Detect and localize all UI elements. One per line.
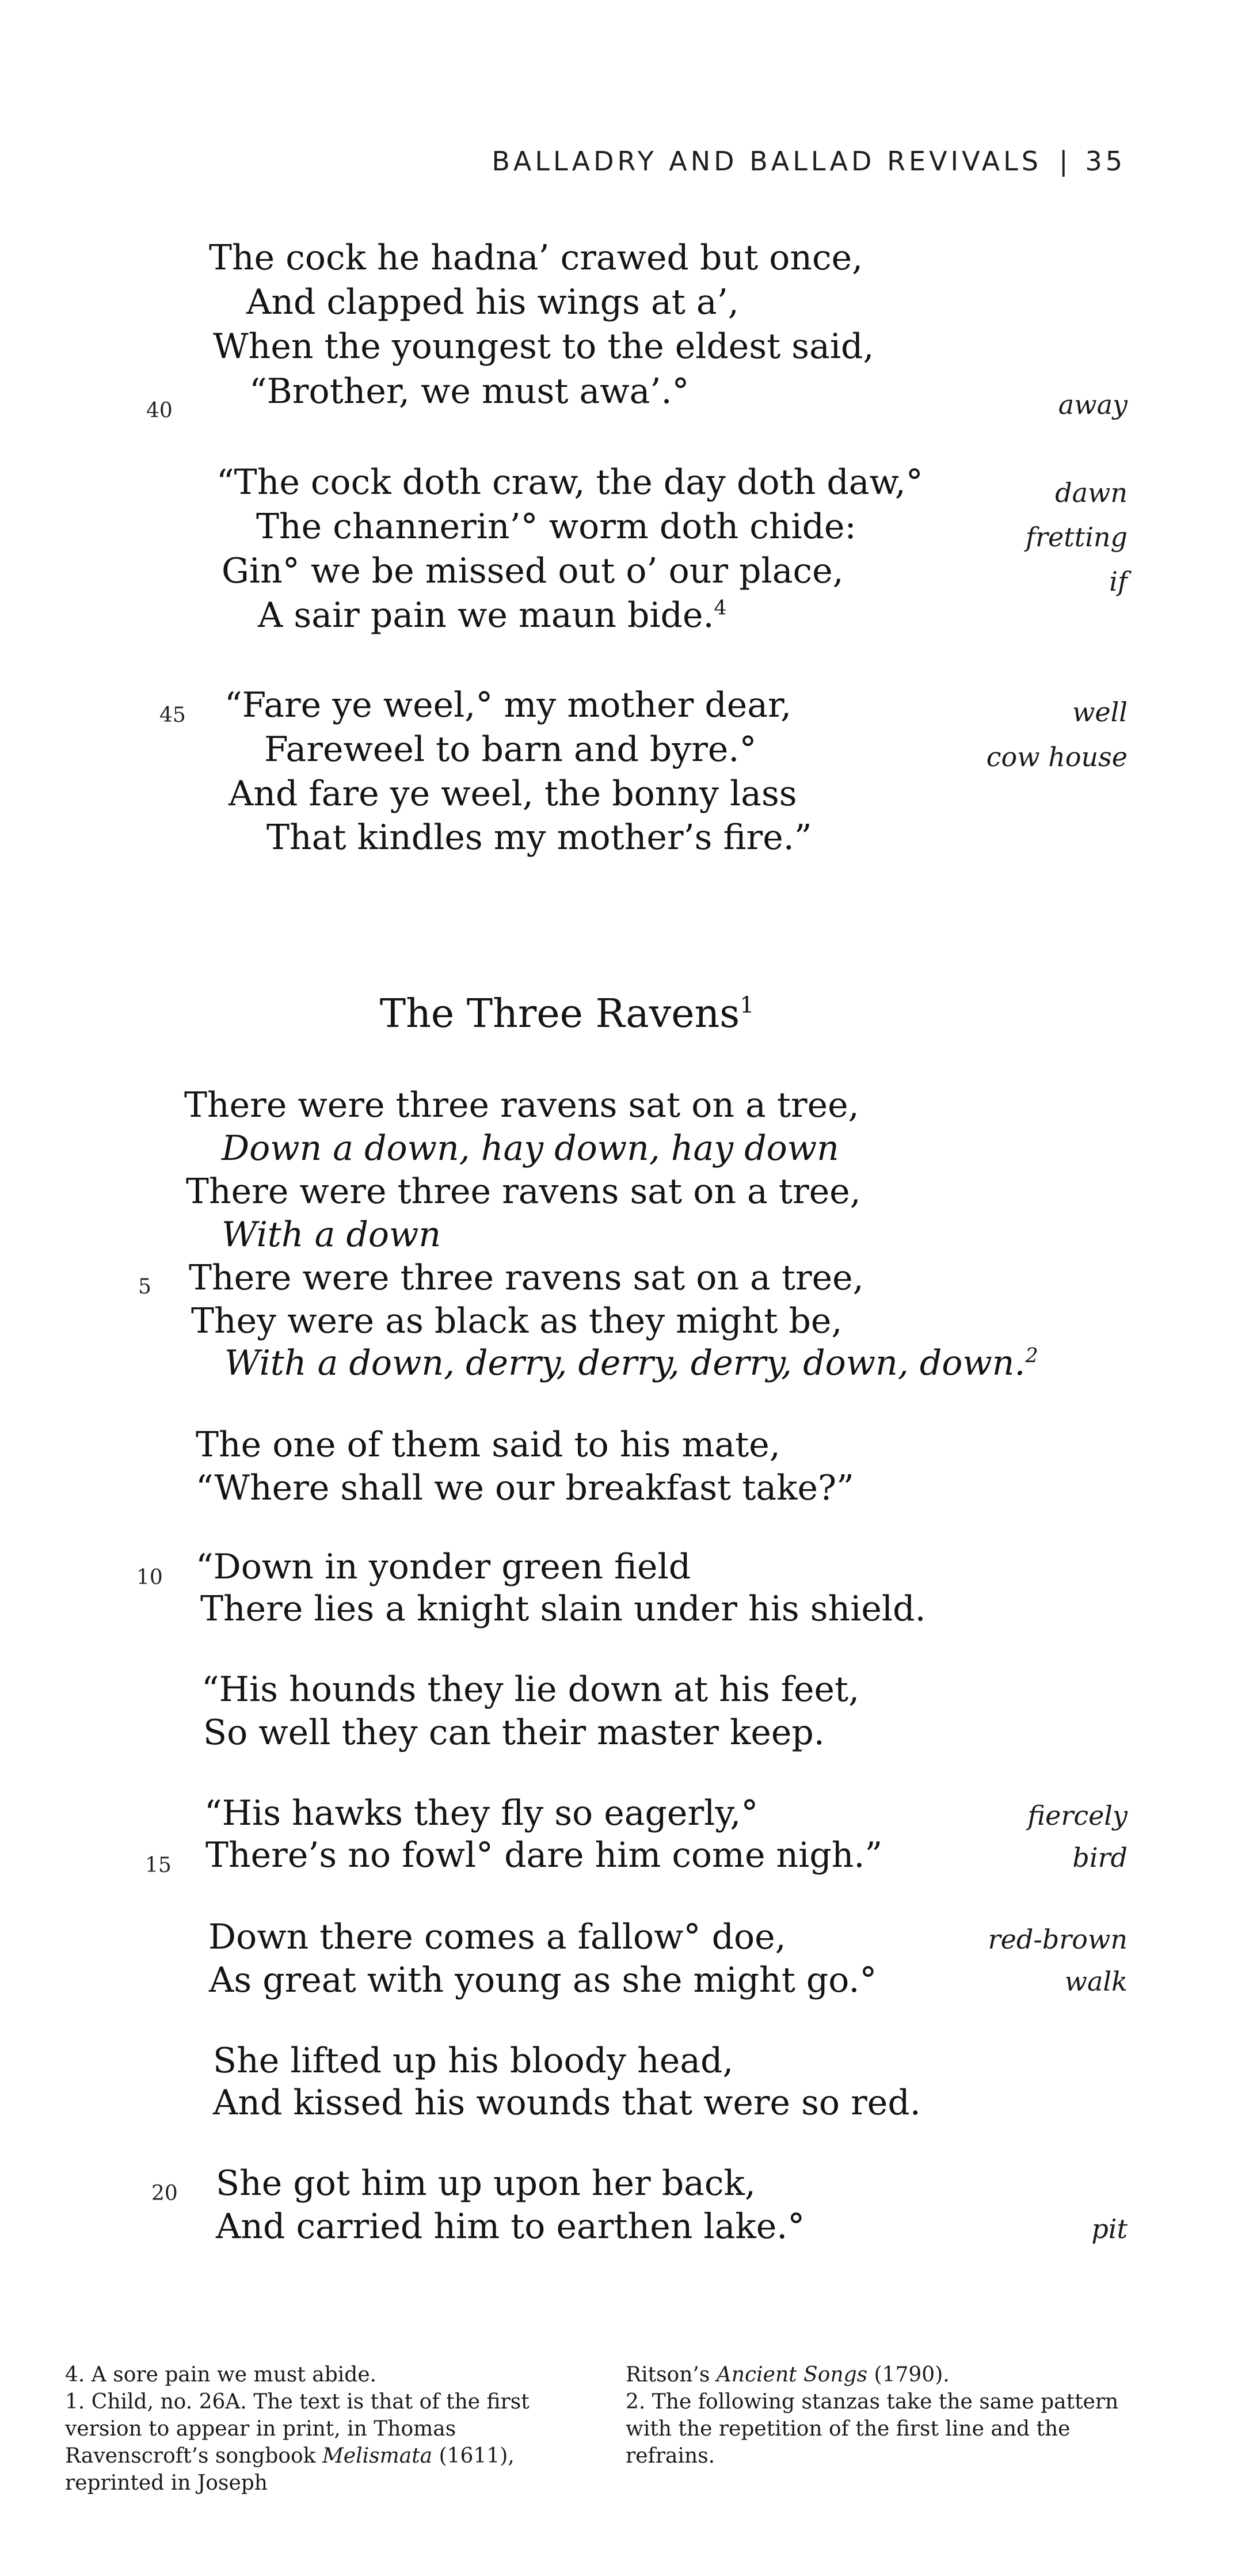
- poem2-line: “Down in yonder green field: [196, 1547, 691, 1587]
- gloss: well: [1072, 697, 1128, 728]
- line-number: 20: [151, 2182, 178, 2205]
- poem1-line: And fare ye weel, the bonny lass: [228, 774, 797, 814]
- footnote-1: 1. Child, no. 26A. The text is that of the first version to appear in print, in Thomas Ravenscroft’s songbook Melismata (1611), reprinted in Joseph: [65, 2390, 530, 2495]
- page-number: 35: [1085, 146, 1126, 177]
- gloss: dawn: [1055, 477, 1128, 508]
- poem-title: [0, 991, 1134, 1037]
- footnote-2: 2. The following stanzas take the same pattern with the repetition of the first line and the refrains.: [626, 2390, 1119, 2468]
- poem2-line: The one of them said to his mate,: [196, 1425, 780, 1465]
- poem2-line: So well they can their master keep.: [203, 1713, 825, 1753]
- poem2-line: There lies a knight slain under his shield.: [200, 1589, 926, 1629]
- poem2-line: She lifted up his bloody head,: [213, 2041, 734, 2081]
- poem1-line: “Fare ye weel,° my mother dear,: [224, 685, 792, 725]
- poem1-line: “The cock doth craw, the day doth daw,°: [216, 462, 923, 503]
- gloss: if: [1109, 566, 1128, 597]
- poem1-line: And clapped his wings at a’,: [246, 282, 739, 322]
- line-number: 5: [138, 1275, 151, 1299]
- poem2-line: There were three ravens sat on a tree,: [189, 1258, 864, 1298]
- footnote-mark: 2: [1025, 1344, 1038, 1368]
- running-header: [492, 146, 1126, 177]
- poem1-line: Fareweel to barn and byre.°: [264, 729, 757, 770]
- footnotes-left: [65, 2361, 572, 2497]
- gloss: walk: [1064, 1966, 1128, 1997]
- poem2-line: There’s no fowl° dare him come nigh.”: [205, 1835, 883, 1875]
- gloss: red-brown: [988, 1924, 1128, 1955]
- poem2-line: As great with young as she might go.°: [209, 1960, 877, 2000]
- gloss: cow house: [986, 741, 1128, 773]
- poem2-refrain: [224, 1343, 1038, 1383]
- line-number: 40: [146, 399, 173, 423]
- poem2-refrain: Down a down, hay down, hay down: [222, 1128, 839, 1169]
- footnotes-right: [626, 2361, 1132, 2470]
- poem2-line: There were three ravens sat on a tree,: [184, 1085, 859, 1125]
- footnote-4: 4. A sore pain we must abide.: [65, 2363, 377, 2387]
- poem1-line: The cock he hadna’ crawed but once,: [209, 238, 863, 278]
- poem1-line: That kindles my mother’s fire.”: [266, 817, 812, 858]
- poem1-line: When the youngest to the eldest said,: [213, 326, 874, 367]
- poem2-line: She got him up upon her back,: [216, 2163, 756, 2204]
- gloss: fiercely: [1027, 1800, 1128, 1831]
- gloss: pit: [1091, 2213, 1128, 2244]
- footnote-mark: 4: [714, 596, 727, 620]
- poem-title-text: The Three Ravens: [379, 991, 740, 1037]
- poem2-line: They were as black as they might be,: [191, 1301, 843, 1341]
- poem2-refrain: With a down: [222, 1215, 441, 1255]
- line-number: 45: [159, 703, 186, 727]
- poem2-line: “His hawks they fly so eagerly,°: [204, 1793, 759, 1833]
- gloss: bird: [1072, 1842, 1128, 1873]
- poem1-line-text: A sair pain we maun bide.: [258, 595, 714, 636]
- line-number: 10: [136, 1566, 163, 1589]
- gloss: fretting: [1026, 522, 1128, 553]
- poem2-line: “His hounds they lie down at his feet,: [201, 1669, 860, 1710]
- poem2-line: And carried him to earthen lake.°: [216, 2206, 805, 2247]
- poem2-line: And kissed his wounds that were so red.: [213, 2083, 921, 2123]
- poem1-line: The channerin’° worm doth chide:: [256, 507, 856, 547]
- footnote-1-continued: Ritson’s Ancient Songs (1790).: [626, 2363, 950, 2387]
- poem1-line: Gin° we be missed out o’ our place,: [222, 551, 844, 591]
- header-separator: |: [1058, 146, 1068, 177]
- poem2-line: Down there comes a fallow° doe,: [208, 1917, 786, 1957]
- running-title: BALLADRY AND BALLAD REVIVALS: [492, 146, 1042, 177]
- poem1-line: [258, 595, 727, 636]
- poem2-line: “Where shall we our breakfast take?”: [196, 1468, 854, 1508]
- line-number: 15: [145, 1854, 172, 1877]
- footnote-mark: 1: [740, 992, 755, 1019]
- poem1-line: “Brother, we must awa’.°: [249, 371, 690, 412]
- poem2-refrain-text: With a down, derry, derry, derry, down, down.: [224, 1343, 1026, 1383]
- gloss: away: [1058, 389, 1128, 420]
- poem2-line: There were three ravens sat on a tree,: [186, 1171, 861, 1212]
